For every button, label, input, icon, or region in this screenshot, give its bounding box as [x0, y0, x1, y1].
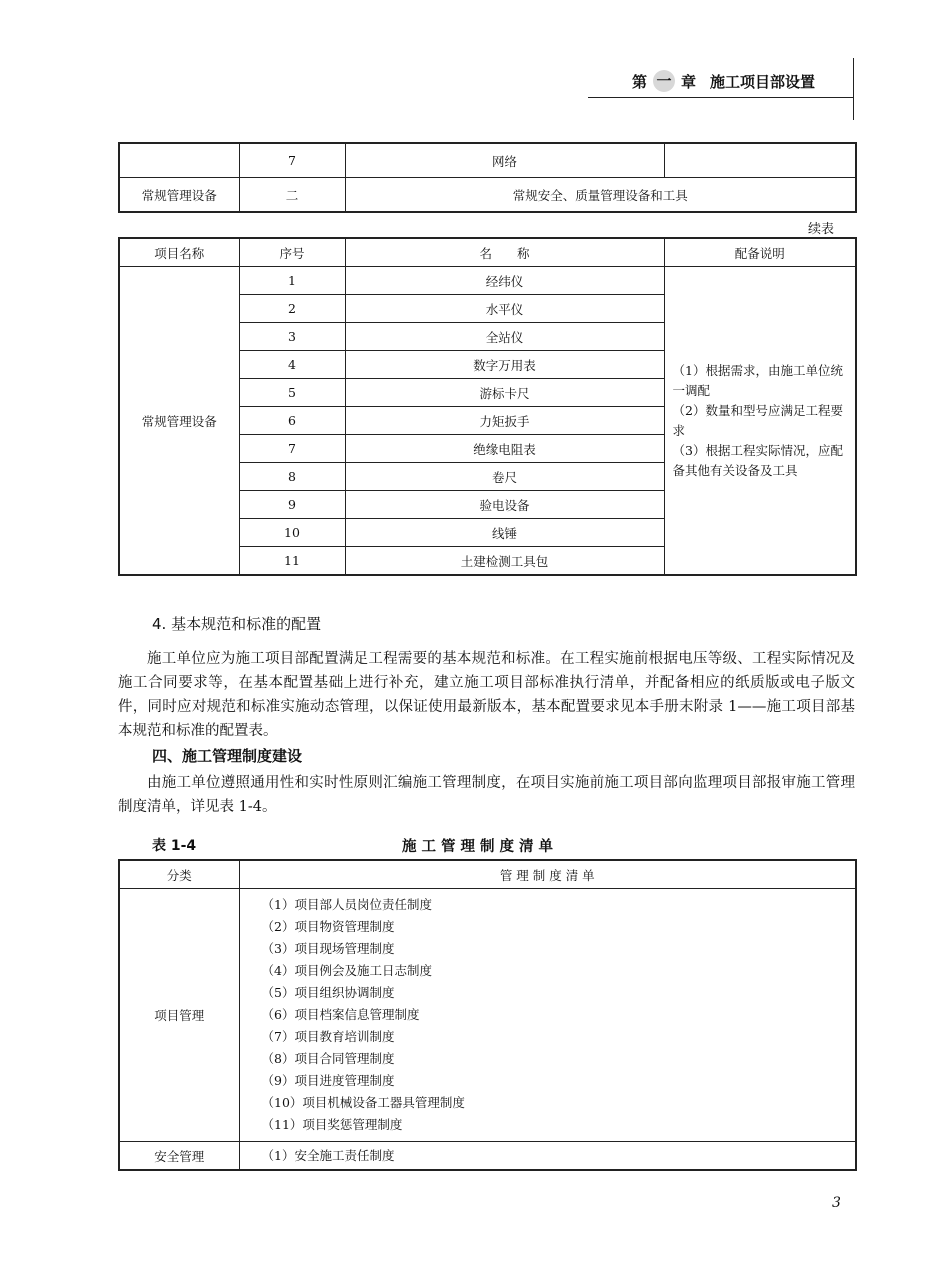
table-cell: 11	[239, 547, 345, 576]
table-cell: 数字万用表	[345, 351, 664, 379]
section-heading: 4. 基本规范和标准的配置	[152, 615, 322, 633]
column-header: 序号	[239, 238, 345, 267]
table-cell: 7	[239, 143, 345, 178]
group-cell: 常规管理设备	[119, 267, 239, 576]
note-line: （3）根据工程实际情况，应配备其他有关设备及工具	[672, 442, 843, 478]
table-title: 施工管理制度清单	[402, 839, 558, 855]
list-item: （11）项目奖惩管理制度	[261, 1117, 403, 1132]
equipment-table-continued	[118, 237, 857, 576]
chapter-title: 施工项目部设置	[710, 72, 816, 91]
equipment-table-top	[118, 142, 857, 213]
table-header-row	[119, 860, 856, 889]
table-cell: 力矩扳手	[345, 407, 664, 435]
column-header: 配备说明	[664, 238, 856, 267]
list-item: （8）项目合同管理制度	[261, 1051, 395, 1066]
table-cell: 5	[239, 379, 345, 407]
header-vertical-rule	[853, 58, 854, 120]
table-cell: 验电设备	[345, 491, 664, 519]
header-horizontal-rule	[588, 97, 853, 98]
table-cell: 3	[239, 323, 345, 351]
table-cell: 2	[239, 295, 345, 323]
table-row	[119, 267, 856, 295]
list-item: （1）项目部人员岗位责任制度	[261, 897, 432, 912]
category-cell: 安全管理	[119, 1142, 239, 1171]
list-item: （3）项目现场管理制度	[261, 941, 395, 956]
list-item: （9）项目进度管理制度	[261, 1073, 395, 1088]
note-line: （2）数量和型号应满足工程要求	[672, 402, 843, 438]
table-cell: 土建检测工具包	[345, 547, 664, 576]
table-cell: 1	[239, 267, 345, 295]
table-cell: 7	[239, 435, 345, 463]
table-cell: 6	[239, 407, 345, 435]
column-header: 名 称	[345, 238, 664, 267]
chapter-suffix: 章	[681, 72, 697, 91]
paragraph: 由施工单位遵照通用性和实时性原则汇编施工管理制度，在项目实施前施工项目部向监理项目部报审施工管理制度清单，详见表 1-4。	[118, 775, 855, 815]
table-cell: 线锤	[345, 519, 664, 547]
table-cell: 10	[239, 519, 345, 547]
table-cell: 网络	[345, 143, 664, 178]
column-header: 管 理 制 度 清 单	[239, 860, 856, 889]
table-cell: 卷尺	[345, 463, 664, 491]
list-item: （10）项目机械设备工器具管理制度	[261, 1095, 465, 1110]
table-cell: 游标卡尺	[345, 379, 664, 407]
category-cell: 项目管理	[119, 889, 239, 1142]
system-list	[239, 889, 856, 1142]
table-row	[119, 1142, 856, 1171]
table-cell: 常规管理设备	[119, 178, 239, 213]
page-number: 3	[832, 1195, 841, 1211]
chapter-section-heading: 四、施工管理制度建设	[152, 747, 303, 765]
table-cell: 9	[239, 491, 345, 519]
list-item: （1）安全施工责任制度	[261, 1147, 395, 1163]
chapter-number-badge: 一	[653, 70, 675, 92]
management-system-table	[118, 859, 857, 1171]
table-row	[119, 889, 856, 1142]
table-cell	[664, 143, 856, 178]
list-item: （5）项目组织协调制度	[261, 985, 395, 1000]
column-header: 项目名称	[119, 238, 239, 267]
table-cell: 经纬仪	[345, 267, 664, 295]
table-cell: 全站仪	[345, 323, 664, 351]
note-cell	[664, 267, 856, 576]
list-item: （6）项目档案信息管理制度	[261, 1007, 420, 1022]
table-cell: 8	[239, 463, 345, 491]
table-row	[119, 143, 856, 178]
table-cell	[119, 143, 239, 178]
table-cell: 二	[239, 178, 345, 213]
table-number: 表 1-4	[152, 838, 197, 854]
list-item: （7）项目教育培训制度	[261, 1029, 395, 1044]
table-row	[119, 178, 856, 213]
column-header: 分类	[119, 860, 239, 889]
chapter-prefix: 第	[632, 72, 648, 91]
table-header-row	[119, 238, 856, 267]
chapter-header	[632, 70, 815, 92]
continued-label: 续表	[808, 222, 835, 237]
table-cell: 常规安全、质量管理设备和工具	[345, 178, 856, 213]
table-cell: 绝缘电阻表	[345, 435, 664, 463]
paragraph: 施工单位应为施工项目部配置满足工程需要的基本规范和标准。在工程实施前根据电压等级、工程实际情况及施工合同要求等，在基本配置基础上进行补充，建立施工项目部标准执行清单，并配备相应的纸质版或电子版文件，同时应对规范和标准实施动态管理，以保证使用最新版本，基本配置要求见本手册末附录 1——施工项目部基本规范和标准的配置表。	[118, 651, 855, 739]
table-cell: 水平仪	[345, 295, 664, 323]
table-cell: 4	[239, 351, 345, 379]
list-item: （4）项目例会及施工日志制度	[261, 963, 432, 978]
list-item: （2）项目物资管理制度	[261, 919, 395, 934]
note-line: （1）根据需求，由施工单位统一调配	[672, 362, 843, 398]
system-list	[239, 1142, 856, 1171]
